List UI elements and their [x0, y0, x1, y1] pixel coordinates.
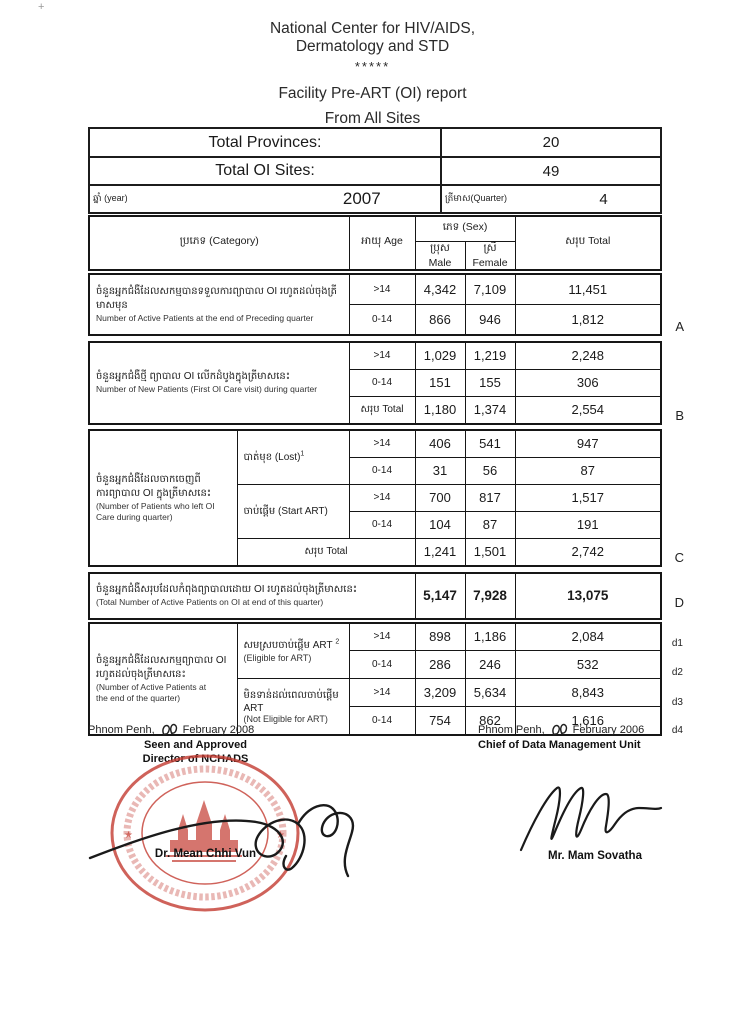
value-female: 56 — [465, 457, 515, 484]
value-male: 1,241 — [415, 538, 465, 566]
value-total: 1,616 — [515, 707, 661, 735]
value-total: 11,451 — [515, 274, 661, 305]
value-total: 87 — [515, 457, 661, 484]
value-total: 2,742 — [515, 538, 661, 566]
age-group: >14 — [349, 484, 415, 511]
chief-name: Mr. Mam Sovatha — [548, 850, 642, 862]
age-group: 0-14 — [349, 369, 415, 396]
value-male: 151 — [415, 369, 465, 396]
total-oi-sites-label: Total OI Sites: — [89, 157, 441, 185]
total-oi-sites-value: 49 — [441, 157, 661, 185]
value-male: 286 — [415, 651, 465, 679]
section-label-b: B — [675, 407, 684, 423]
section-c-description — [89, 430, 237, 566]
section-dd-description — [89, 623, 237, 735]
age-group: 0-14 — [349, 457, 415, 484]
eligible-label-en: (Eligible for ART) — [243, 652, 312, 663]
section-d-description — [89, 573, 415, 619]
left-approval-line: Seen and Approved — [144, 739, 247, 751]
left-role-line: Director of NCHADS — [142, 753, 249, 765]
value-total: 2,554 — [515, 396, 661, 424]
svg-text:★: ★ — [276, 830, 285, 841]
director-name: Dr. Mean Chhi Vun — [154, 848, 257, 860]
category-header: ប្រភេទ (Category) — [89, 216, 349, 270]
decorative-stars: ***** — [354, 59, 391, 74]
value-total: 532 — [515, 651, 661, 679]
value-male: 700 — [415, 484, 465, 511]
age-group: 0-14 — [349, 304, 415, 335]
section-dd-desc-km2: រហូតដល់ចុងត្រីមាសនេះ — [96, 668, 186, 680]
lost-footnote-marker: 1 — [300, 450, 305, 458]
total-provinces-label: Total Provinces: — [89, 128, 441, 157]
summary-table — [88, 127, 662, 214]
report-subtitle: From All Sites — [324, 110, 421, 127]
section-c-desc-en1: (Number of Patients who left OI — [96, 500, 215, 511]
year-cell — [89, 185, 441, 213]
lost-label: បាត់មុខ (Lost) — [243, 451, 301, 463]
official-stamp — [108, 752, 303, 914]
section-label-d4: d4 — [671, 724, 683, 736]
value-male: 406 — [415, 430, 465, 458]
value-female: 246 — [465, 651, 515, 679]
right-place: Phnom Penh, — [478, 724, 545, 736]
lost-sublabel — [237, 430, 349, 485]
age-header: អាយុ Age — [349, 216, 415, 270]
value-female: 155 — [465, 369, 515, 396]
section-b-desc-en: Number of New Patients (First OI Care visit) during quarter — [96, 384, 318, 394]
year-label: ឆ្នាំ (year) — [93, 192, 128, 203]
value-male: 898 — [415, 623, 465, 651]
eligible-footnote-marker: 2 — [335, 638, 340, 646]
section-label-d: D — [674, 594, 684, 610]
age-group: >14 — [349, 430, 415, 458]
value-female: 1,186 — [465, 623, 515, 651]
table-header-section — [88, 215, 660, 271]
handwritten-day-icon — [549, 722, 569, 738]
section-d-desc-en: (Total Number of Active Patients on OI at end of this quarter) — [96, 597, 324, 607]
svg-text:★: ★ — [124, 830, 133, 841]
value-male: 754 — [415, 707, 465, 735]
section-a-description — [89, 274, 349, 335]
left-date-line — [88, 722, 303, 738]
value-male: 31 — [415, 457, 465, 484]
section-label-d1: d1 — [671, 637, 683, 649]
age-group: >14 — [349, 274, 415, 305]
section-a — [88, 273, 684, 336]
value-male: 104 — [415, 511, 465, 538]
right-date-rest: February 2006 — [572, 724, 645, 736]
section-c-desc-km1: ចំនួនអ្នកជំងឺដែលចាកចេញពី — [96, 473, 201, 485]
value-female: 1,374 — [465, 396, 515, 424]
eligible-label-km: សមស្របចាប់ផ្តើម ART — [243, 639, 333, 651]
age-group: 0-14 — [349, 651, 415, 679]
section-b-desc-km: ចំនួនអ្នកជំងឺថ្មី ព្យាបាល OI លើកដំបូងក្នុងត្រីមាសនេះ — [96, 371, 291, 382]
value-total: 1,812 — [515, 304, 661, 335]
value-male: 3,209 — [415, 679, 465, 707]
value-male: 1,029 — [415, 342, 465, 370]
value-female: 862 — [465, 707, 515, 735]
main-report-table — [88, 215, 684, 740]
handwritten-day-icon — [159, 722, 179, 738]
value-female: 1,219 — [465, 342, 515, 370]
value-female: 87 — [465, 511, 515, 538]
value-total: 8,843 — [515, 679, 661, 707]
section-b-total-label: សរុប Total — [349, 396, 415, 424]
not-eligible-label-km: មិនទាន់ដល់ពេលចាប់ផ្តើម ART — [243, 689, 339, 714]
section-a-desc-en: Number of Active Patients at the end of Preceding quarter — [96, 312, 314, 323]
right-role-line: Chief of Data Management Unit — [478, 739, 641, 751]
section-c-desc-en2: Care during quarter) — [96, 511, 173, 522]
section-dd-desc-en2: the end of the quarter) — [96, 692, 181, 703]
value-female: 946 — [465, 304, 515, 335]
section-d-detail — [88, 622, 683, 736]
value-total: 2,084 — [515, 623, 661, 651]
total-header: សរុប Total — [515, 216, 661, 270]
section-a-desc-km: ចំនួនអ្នកជំងឺដែលសកម្មបានទទួលការព្យាបាល OI រហូតដល់ចុងត្រីមាសមុន — [96, 285, 337, 311]
right-date-line — [478, 722, 718, 738]
report-title: Facility Pre-ART (OI) report — [278, 85, 467, 102]
section-d-desc-km: ចំនួនអ្នកជំងឺសរុបដែលកំពុងព្យាបាលដោយ OI រហូតដល់ចុងត្រីមាសនេះ — [96, 584, 358, 595]
left-date-rest: February 2008 — [182, 724, 255, 736]
value-total: 2,248 — [515, 342, 661, 370]
director-signature-icon — [86, 780, 416, 900]
total-provinces-value: 20 — [441, 128, 661, 157]
section-c-total-label: សរុប Total — [237, 538, 415, 566]
value-total: 1,517 — [515, 484, 661, 511]
age-group: 0-14 — [349, 511, 415, 538]
age-group: >14 — [349, 623, 415, 651]
value-male: 1,180 — [415, 396, 465, 424]
year-value: 2007 — [342, 189, 381, 208]
section-dd-desc-en1: (Number of Active Patients at — [96, 681, 207, 692]
section-c — [88, 429, 684, 567]
value-total: 191 — [515, 511, 661, 538]
not-eligible-label-en: (Not Eligible for ART) — [243, 713, 328, 724]
section-label-d2: d2 — [671, 666, 683, 678]
value-female: 817 — [465, 484, 515, 511]
section-b-description — [89, 342, 349, 424]
section-dd-desc-km1: ចំនួនអ្នកជំងឺដែលសកម្មព្យាបាល OI — [96, 654, 227, 666]
quarter-label: ត្រីមាស(Quarter) — [445, 192, 508, 203]
right-signature-block — [478, 722, 718, 752]
start-art-sublabel: ចាប់ផ្តើម (Start ART) — [237, 484, 349, 538]
eligible-sublabel — [237, 623, 349, 679]
chief-signature-icon — [515, 778, 665, 858]
value-total: 306 — [515, 369, 661, 396]
registration-mark: + — [38, 1, 45, 13]
female-header: ស្រី Female — [465, 241, 515, 270]
quarter-value: 4 — [599, 190, 608, 208]
value-total: 13,075 — [515, 573, 661, 619]
left-place: Phnom Penh, — [88, 724, 155, 736]
section-c-desc-km2: ការព្យាបាល OI ក្នុងត្រីមាសនេះ — [96, 487, 212, 499]
value-male: 5,147 — [415, 573, 465, 619]
value-female: 7,109 — [465, 274, 515, 305]
section-b — [88, 341, 684, 425]
org-name-line2: Dermatology and STD — [295, 38, 450, 55]
value-female: 1,501 — [465, 538, 515, 566]
section-label-d3: d3 — [671, 696, 683, 708]
value-female: 5,634 — [465, 679, 515, 707]
section-label-a: A — [675, 318, 684, 334]
value-female: 541 — [465, 430, 515, 458]
section-label-c: C — [674, 549, 684, 565]
value-male: 4,342 — [415, 274, 465, 305]
age-group: 0-14 — [349, 707, 415, 735]
value-total: 947 — [515, 430, 661, 458]
age-group: >14 — [349, 679, 415, 707]
sex-header: ភេទ (Sex) — [415, 216, 515, 241]
value-female: 7,928 — [465, 573, 515, 619]
male-header: ប្រុស Male — [415, 241, 465, 270]
document-header — [0, 20, 745, 128]
org-name-line1: National Center for HIV/AIDS, — [269, 20, 476, 37]
section-d — [88, 572, 684, 620]
age-group: >14 — [349, 342, 415, 370]
value-male: 866 — [415, 304, 465, 335]
